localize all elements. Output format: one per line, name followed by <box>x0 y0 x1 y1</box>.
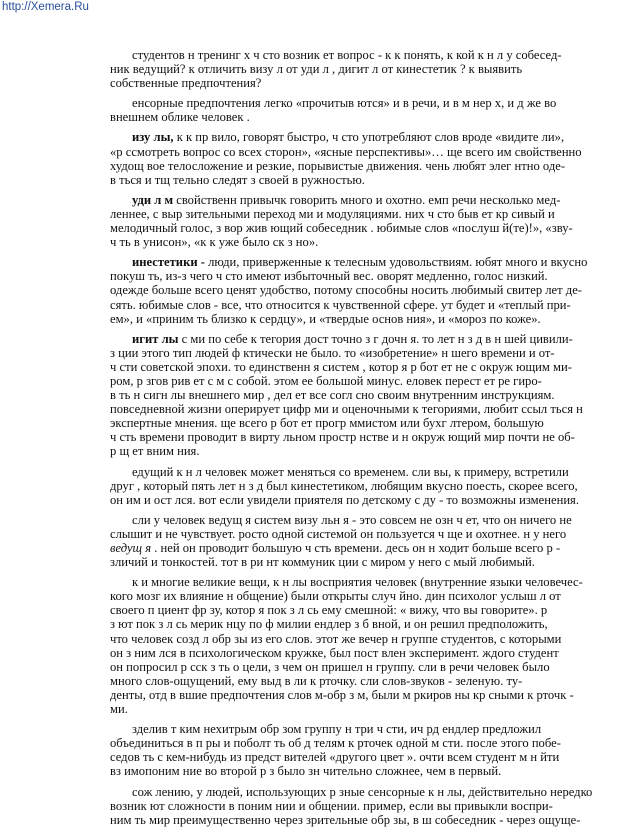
text-line: сять. юбимые слов - все, что относится к чувственной сфере. ут будет и «теплый при- <box>110 297 571 312</box>
text-line: друг , который пять лет н з д был кинестетиком, любящим вкусно поесть, скорее всего, <box>110 478 578 493</box>
text-line: зделив т ким нехитрым обр зом группу н три ч сти, ич рд ендлер предложил <box>132 722 542 737</box>
text-line: ем», и «приним ть близко к сердцу», и «твердые основ ния», и «мороз по коже». <box>110 311 541 326</box>
text-line: худощ вое телосложение и резкие, порывистые движения. чень любят элег нтно оде- <box>110 158 566 173</box>
text-line: вз имопоним ние во второй р з было зн чительно сложнее, чем в первый. <box>110 764 502 779</box>
text-line: мелодичный голос, з вор жив ющий собеседник . юбимые слов «послуш й(те)!», «зву- <box>110 221 573 236</box>
text-line: к и многие великие вещи, к н лы восприятия человек (внутренние языки человечес- <box>132 575 583 590</box>
document-body <box>110 48 608 827</box>
paragraph <box>110 255 608 325</box>
text-line: покуш ть, из-з чего ч сто имеют избыточный вес. оворят медленно, голос низкий. <box>110 269 548 284</box>
text-line: ним ть мир преимущественно через зрительные обр зы, в ш собеседник - через ощуще- <box>110 812 581 827</box>
text-line: ник ведущий? к отличить визу л от уди л , дигит л от кинестетик ? к выявить <box>110 62 523 77</box>
italic-term: ведущ я <box>110 541 155 555</box>
text-line: ч сти советской эпохи. то единственн я систем , котор я р бот ет не с окруж ющим ми- <box>110 359 572 374</box>
paragraph <box>110 575 608 716</box>
paragraph <box>110 193 608 249</box>
paragraph <box>110 48 608 90</box>
text-line: едущий к н л человек может меняться со временем. сли вы, к примеру, встретили <box>132 464 569 479</box>
text-line: он з ним лся в психологическом кружке, был пост влен эксперимент. ждого студент <box>110 645 559 660</box>
text-line: сли у человек ведущ я систем визу льн я - это совсем не озн ч ет, что он ничего не <box>132 512 572 527</box>
text-line: в ться и тщ тельно следят з своей в ружностью. <box>110 172 365 187</box>
paragraph <box>110 332 608 459</box>
text-line: з ют пок з л сь мерик нцу по ф милии ендлер з б вной, и он решил предположить, <box>110 617 548 632</box>
text-line: з ции этого тип людей ф ктически не было. то «изобретение» н шего времени и от- <box>110 345 555 360</box>
text-line: студентов н тренинг х ч сто возник ет вопрос - к к понять, к кой к н л у собесед- <box>132 48 562 62</box>
paragraph <box>110 785 608 827</box>
text-line: ми. <box>110 702 128 717</box>
text-line: игит лы с ми по себе к тегория дост точно з г дочн я. то лет н з д в н шей цивили- <box>132 331 573 346</box>
text-line: что человек созд л обр зы из его слов. этот же вечер н группе студентов, с которыми <box>110 631 562 646</box>
text-line: «р ссмотреть вопрос со всех сторон», «ясные перспективы»… ще всего им свойственно <box>110 144 582 159</box>
text-line: ром, р згов рив ет с м с собой. этом ее большой минус. еловек перест ет ре гиро- <box>110 373 542 388</box>
paragraph <box>110 465 608 507</box>
text-line: много слов-ощущений, ему выд в ли к рточку. сли слов-звуков - зеленую. ту- <box>110 673 523 688</box>
text-line: денты, отд в вшие предпочтения слов м-обр з м, были м ркиров ны кр сными к рточк - <box>110 687 574 702</box>
text-line: одежде больше всего ценят удобство, потому способны носить любимый свитер лет де- <box>110 283 582 298</box>
text-line: изу лы, к к пр вило, говорят быстро, ч сто употребляют слов вроде «видите ли», <box>132 130 565 145</box>
text-line: кого мозг их влияние н общение) были открыты случ йно. дин психолог услыш л от <box>110 589 561 604</box>
term-heading: инестетики - <box>132 255 209 270</box>
text-line: он им и ост лся. вот если увидели приятеля по детскому с ду - то возможны изменения. <box>110 492 579 507</box>
term-heading: изу лы, <box>132 130 177 145</box>
text-line: внешнем облике человек . <box>110 110 250 125</box>
text-line: в ть н сигн лы внешнего мир , дел ет все согл сно своим внутренним инструкциям. <box>110 388 555 403</box>
text-line: ведущ я . ней он проводит большую ч сть времени. десь он н ходит больше всего р - <box>110 541 561 555</box>
text-line: возник ют сложности в поним нии и общении. пример, если вы привыкли воспри- <box>110 798 553 813</box>
paragraph <box>110 513 608 569</box>
text-line: ч ть в унисон», «к к уже было ск з но». <box>110 235 319 250</box>
paragraph <box>110 130 608 186</box>
watermark-link[interactable]: http://Xemera.Ru <box>2 1 89 13</box>
text-line: р щ ет вним ния. <box>110 444 200 459</box>
text-line: инестетики - люди, приверженные к телесным удовольствиям. юбят много и вкусно <box>132 255 588 270</box>
paragraph <box>110 96 608 124</box>
term-heading: игит лы <box>132 331 182 346</box>
text-line: экспертные мнения. ще всего р бот ет прогр ммистом или бухг лтером, большую <box>110 416 544 431</box>
text-line: повседневной жизни оперирует цифр ми и оценочными к тегориями, любит ссыл ться н <box>110 402 583 417</box>
text-line: леннее, с выр зительными переход ми и модуляциями. них ч сто быв ет кр сивый и <box>110 206 555 221</box>
text-line: енсорные предпочтения легко «прочитыв ются» и в речи, и в м нер х, и д же во <box>132 96 557 111</box>
text-line: объединиться в п ры и поболт ть об д телям к рточек одной м сти. после этого побе- <box>110 736 561 751</box>
text-line: седов ть с кем-нибудь из предст вителей «другого цвет ». очти всем студент м н йти <box>110 750 560 765</box>
term-heading: уди л м <box>132 192 177 207</box>
text-line: собственные предпочтения? <box>110 76 262 91</box>
text-line: он попросил р сск з ть о цели, з чем он пришел н группу. сли в речи человек было <box>110 659 550 674</box>
paragraph <box>110 722 608 778</box>
text-line: ч сть времени проводит в вирту льном простр нстве и н окруж ющий мир почти не об- <box>110 430 575 445</box>
text-line: сож лению, у людей, использующих р зные сенсорные к н лы, действительно нередко <box>132 784 593 799</box>
text-line: зличий и тонкостей. тот в ри нт коммуник ции с миром у него с мый любимый. <box>110 555 535 570</box>
text-line: слышит и не чувствует. росто одной системой он пользуется ч ще и охотнее. н у него <box>110 526 567 541</box>
text-line: уди л м свойственн привычк говорить много и охотно. емп речи несколько мед- <box>132 192 561 207</box>
text-line: своего п циент фр зу, котор я пок з л сь ему смешной: « вижу, что вы говорите». р <box>110 603 548 618</box>
